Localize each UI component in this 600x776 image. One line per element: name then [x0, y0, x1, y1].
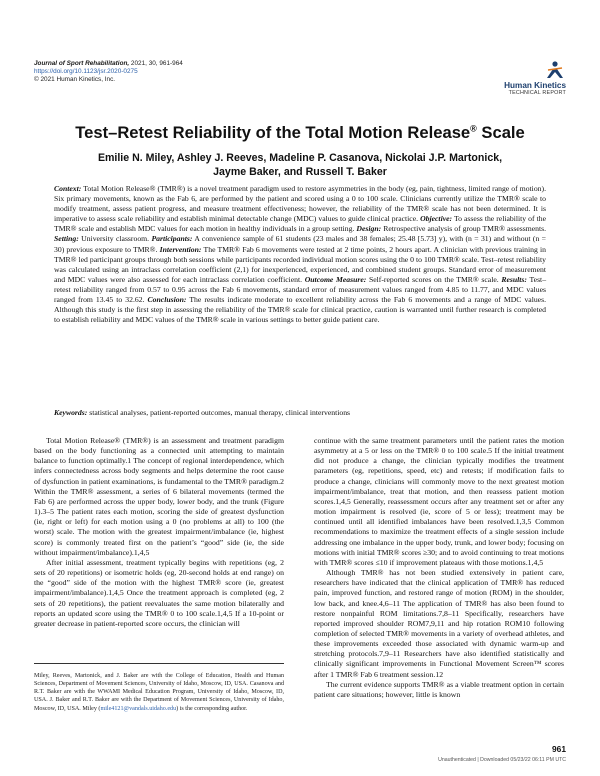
body-paragraph: After initial assessment, treatment typically begins with repetitions (eg, 2 sets of 20 repetitions) or isometric holds (eg, 20-second holds at end range) on the “good” side of the motion with the highest TMR® score (ie, greatest impairment/imbalance).1,4,5 Once the treatment approach is completed (eg, 2 sets of 20 repetitions), the patient reevaluates the same motion bilaterally and reports an updated score using the TMR® 0 to 100 scale.1,4,5 If a 10-point or greater decrease in patient-reported score occurs, the clinician will	[34, 557, 284, 628]
keywords-text: statistical analyses, patient-reported outcomes, manual therapy, clinical interventions	[89, 408, 351, 417]
keywords	[54, 408, 546, 418]
human-kinetics-logo-icon	[544, 60, 566, 80]
article-type: TECHNICAL REPORT	[508, 90, 566, 96]
doi-link[interactable]: https://doi.org/10.1123/jsr.2020-0275	[34, 68, 138, 76]
participants-label: Participants:	[151, 234, 193, 244]
author-list	[70, 151, 530, 179]
abstract	[54, 184, 546, 325]
context-text: Total Motion Release® (TMR®) is a novel treatment paradigm used to restore asymmetries in the body (eg, pain, tightness, limited range of motion). Six primary movements, known as the Fab 6, are performed by the patient and scored using a 0 to 100 scale. Clinicians currently utilize the TMR® scale to modify treatment, assess patient progress, and measure treatment effectiveness; however, the reliability of the TMR® scale has not been determined. It is imperative to assess scale reliability and establish minimal detectable change (MDC) values to guide clinical practice.	[54, 184, 546, 224]
journal-name: Journal of Sport Rehabilitation,	[34, 60, 130, 67]
results-text: Test–retest reliability ranged from 0.57 to 0.95 across the Fab 6 movements, standard error of measurement values ranged from 4.85 to 11.77, and MDC values ranged from 13.45 to 32.62.	[54, 274, 547, 305]
download-stamp: Unauthenticated | Downloaded 05/23/22 06:11 PM UTC	[438, 757, 566, 763]
body-column-right	[314, 436, 564, 772]
outcome-label: Outcome Measure:	[304, 274, 367, 284]
objective-label: Objective:	[420, 214, 453, 224]
setting-label: Setting:	[54, 234, 79, 244]
intervention-text: The TMR® Fab 6 movements were tested at 2 time points, 2 hours apart. A clinician with previous training in TMR® led participant groups through both sessions while participants recorded individual motion scores using the 0 to 100 TMR® scale. Test–retest reliability was calculated using an intraclass correlation coefficient (2,1) for inexperienced, experienced, and combined student groups. Standard error of measurement and MDC values were also assessed for each intraclass correlation coefficient.	[54, 244, 547, 284]
journal-header	[34, 60, 294, 85]
participants-text: A convenience sample of 61 students (23 males and 38 females; 25.48 [5.73] y), with (n = 31) and without (n = 30) previous exposure to TMR®.	[54, 234, 547, 254]
email-link[interactable]: mile4121@vandals.uidaho.edu	[100, 705, 177, 712]
article-title: Test–Retest Reliability of the Total Motion Release® Scale	[75, 123, 525, 142]
footnote-divider	[34, 663, 284, 664]
body-paragraph: Total Motion Release® (TMR®) is an assessment and treatment paradigm based on the body functioning as a connected unit attempting to maintain balance to function optimally.1 The concept of regional interdependence, which infers connectedness across body segments and helps determine the root cause of dysfunction in patient examinations, is fundamental to the TMR® paradigm.2 Within the TMR® assessment, a series of 6 bilateral movements (termed the Fab 6) are performed across the upper body, lower body, and the trunk (Figure 1).3–5 The patient rates each motion, scoring the side of greatest dysfunction (ie, right or left) for each motion using a 0 (no problems at all) to 100 (the worst) scale. The motion with the greatest impairment/imbalance (ie, highest score) is commonly treated first on the patient’s “good” side (ie, the side without impairment/imbalance).1,4,5	[34, 436, 284, 557]
context-label: Context:	[54, 184, 82, 193]
keywords-label: Keywords:	[54, 408, 88, 417]
setting-text: University classroom.	[81, 234, 150, 244]
conclusion-label: Conclusion:	[147, 295, 187, 305]
publisher-name: Human Kinetics	[504, 81, 566, 90]
authors-line-1: Emilie N. Miley, Ashley J. Reeves, Madeline P. Casanova, Nickolai J.P. Martonick,	[97, 152, 503, 164]
copyright: © 2021 Human Kinetics, Inc.	[34, 76, 116, 84]
body-paragraph: continue with the same treatment parameters until the patient rates the motion asymmetry at a 5 or less on the TMR® 0 to 100 scale.5 If the initial treatment did not produce a change, the clinician typically modifies the treatment parameters (eg, repetitions, speed, etc) and retests; if modification fails to produce a change, clinicians will commonly move to the next greatest motion impairment/imbalance, treat that motion, and then reassess patient motion scores.1,4,5 Generally, reassessment occurs after any treatment set or after any motion impairment is resolved (ie, score of 5 or less); treatment may be continued until all identified imbalances have been resolved.1,3,5 Common recommendations to maximize the treatment effects of a single session include addressing one imbalance in the upper body, trunk, and lower body; focusing on motions with initial TMR® scores ≥30; and to avoid continuing to treat motions with TMR® scores ≤10 if improvement plateaus with those motions.1,4,5	[314, 436, 564, 567]
design-text: Retrospective analysis of group TMR® assessments.	[383, 224, 547, 234]
journal-issue: 2021, 30, 961-964	[129, 60, 183, 67]
authors-line-2: Jayme Baker, and Russell T. Baker	[213, 166, 387, 178]
publisher-logo	[456, 60, 566, 96]
intervention-label: Intervention:	[159, 244, 202, 254]
outcome-text: Self-reported scores on the TMR® scale.	[368, 274, 499, 284]
body-column-left	[34, 436, 284, 666]
page-number: 961	[552, 744, 566, 754]
body-paragraph: Although TMR® has not been studied extensively in patient care, researchers have indicated that the clinical application of TMR® has reduced pain, improved function, and restored range of motion (ROM) in the shoulder, low back, and knee.4,6–11 The application of TMR® has also been found to restore nonpainful ROM limitations.7,8–11 Specifically, researchers have reported improved shoulder ROM7,9,11 and hip rotation ROM10 following completion of selected TMR® movements in a variety of overhead athletes, and these improvements exceeded those associated with dynamic warm-up and stretching protocols.7,9–11 Researchers have also identified statistically and clinically significant improvements in Functional Movement Screen™ scores after 1 TMR® Fab 6 treatment session.12	[314, 568, 564, 679]
author-footnote: Miley, Reeves, Martonick, and J. Baker are with the College of Education, Health and Human Sciences, Department of Movement Sciences, University of Idaho, Moscow, ID, USA. Casanova and R.T. Baker are with the WWAMI Medical Education Program, University of Idaho, Moscow, ID, USA. J. Baker and R.T. Baker are with the Department of Movement Sciences, University of Idaho, Moscow, ID, USA. Miley (mile4121@vandals.uidaho.edu) is the corresponding author.	[34, 673, 284, 712]
design-label: Design:	[356, 224, 382, 234]
body-paragraph: The current evidence supports TMR® as a viable treatment option in certain patient care situations; however, little is known	[314, 679, 564, 699]
conclusion-text: The results indicate moderate to excellent reliability across the Fab 6 movements and a range of MDC values. Although this study is the first step in assessing the reliability of the TMR® scale for clinical practice, caution is warranted until further research is completed to establish reliability and MDC values of the TMR® scale in various settings to better guide patient care.	[54, 295, 547, 325]
results-label: Results:	[501, 274, 527, 284]
objective-text: To assess the reliability of the TMR® scale and establish MDC values for each motion in healthy individuals in a group setting.	[54, 214, 546, 234]
